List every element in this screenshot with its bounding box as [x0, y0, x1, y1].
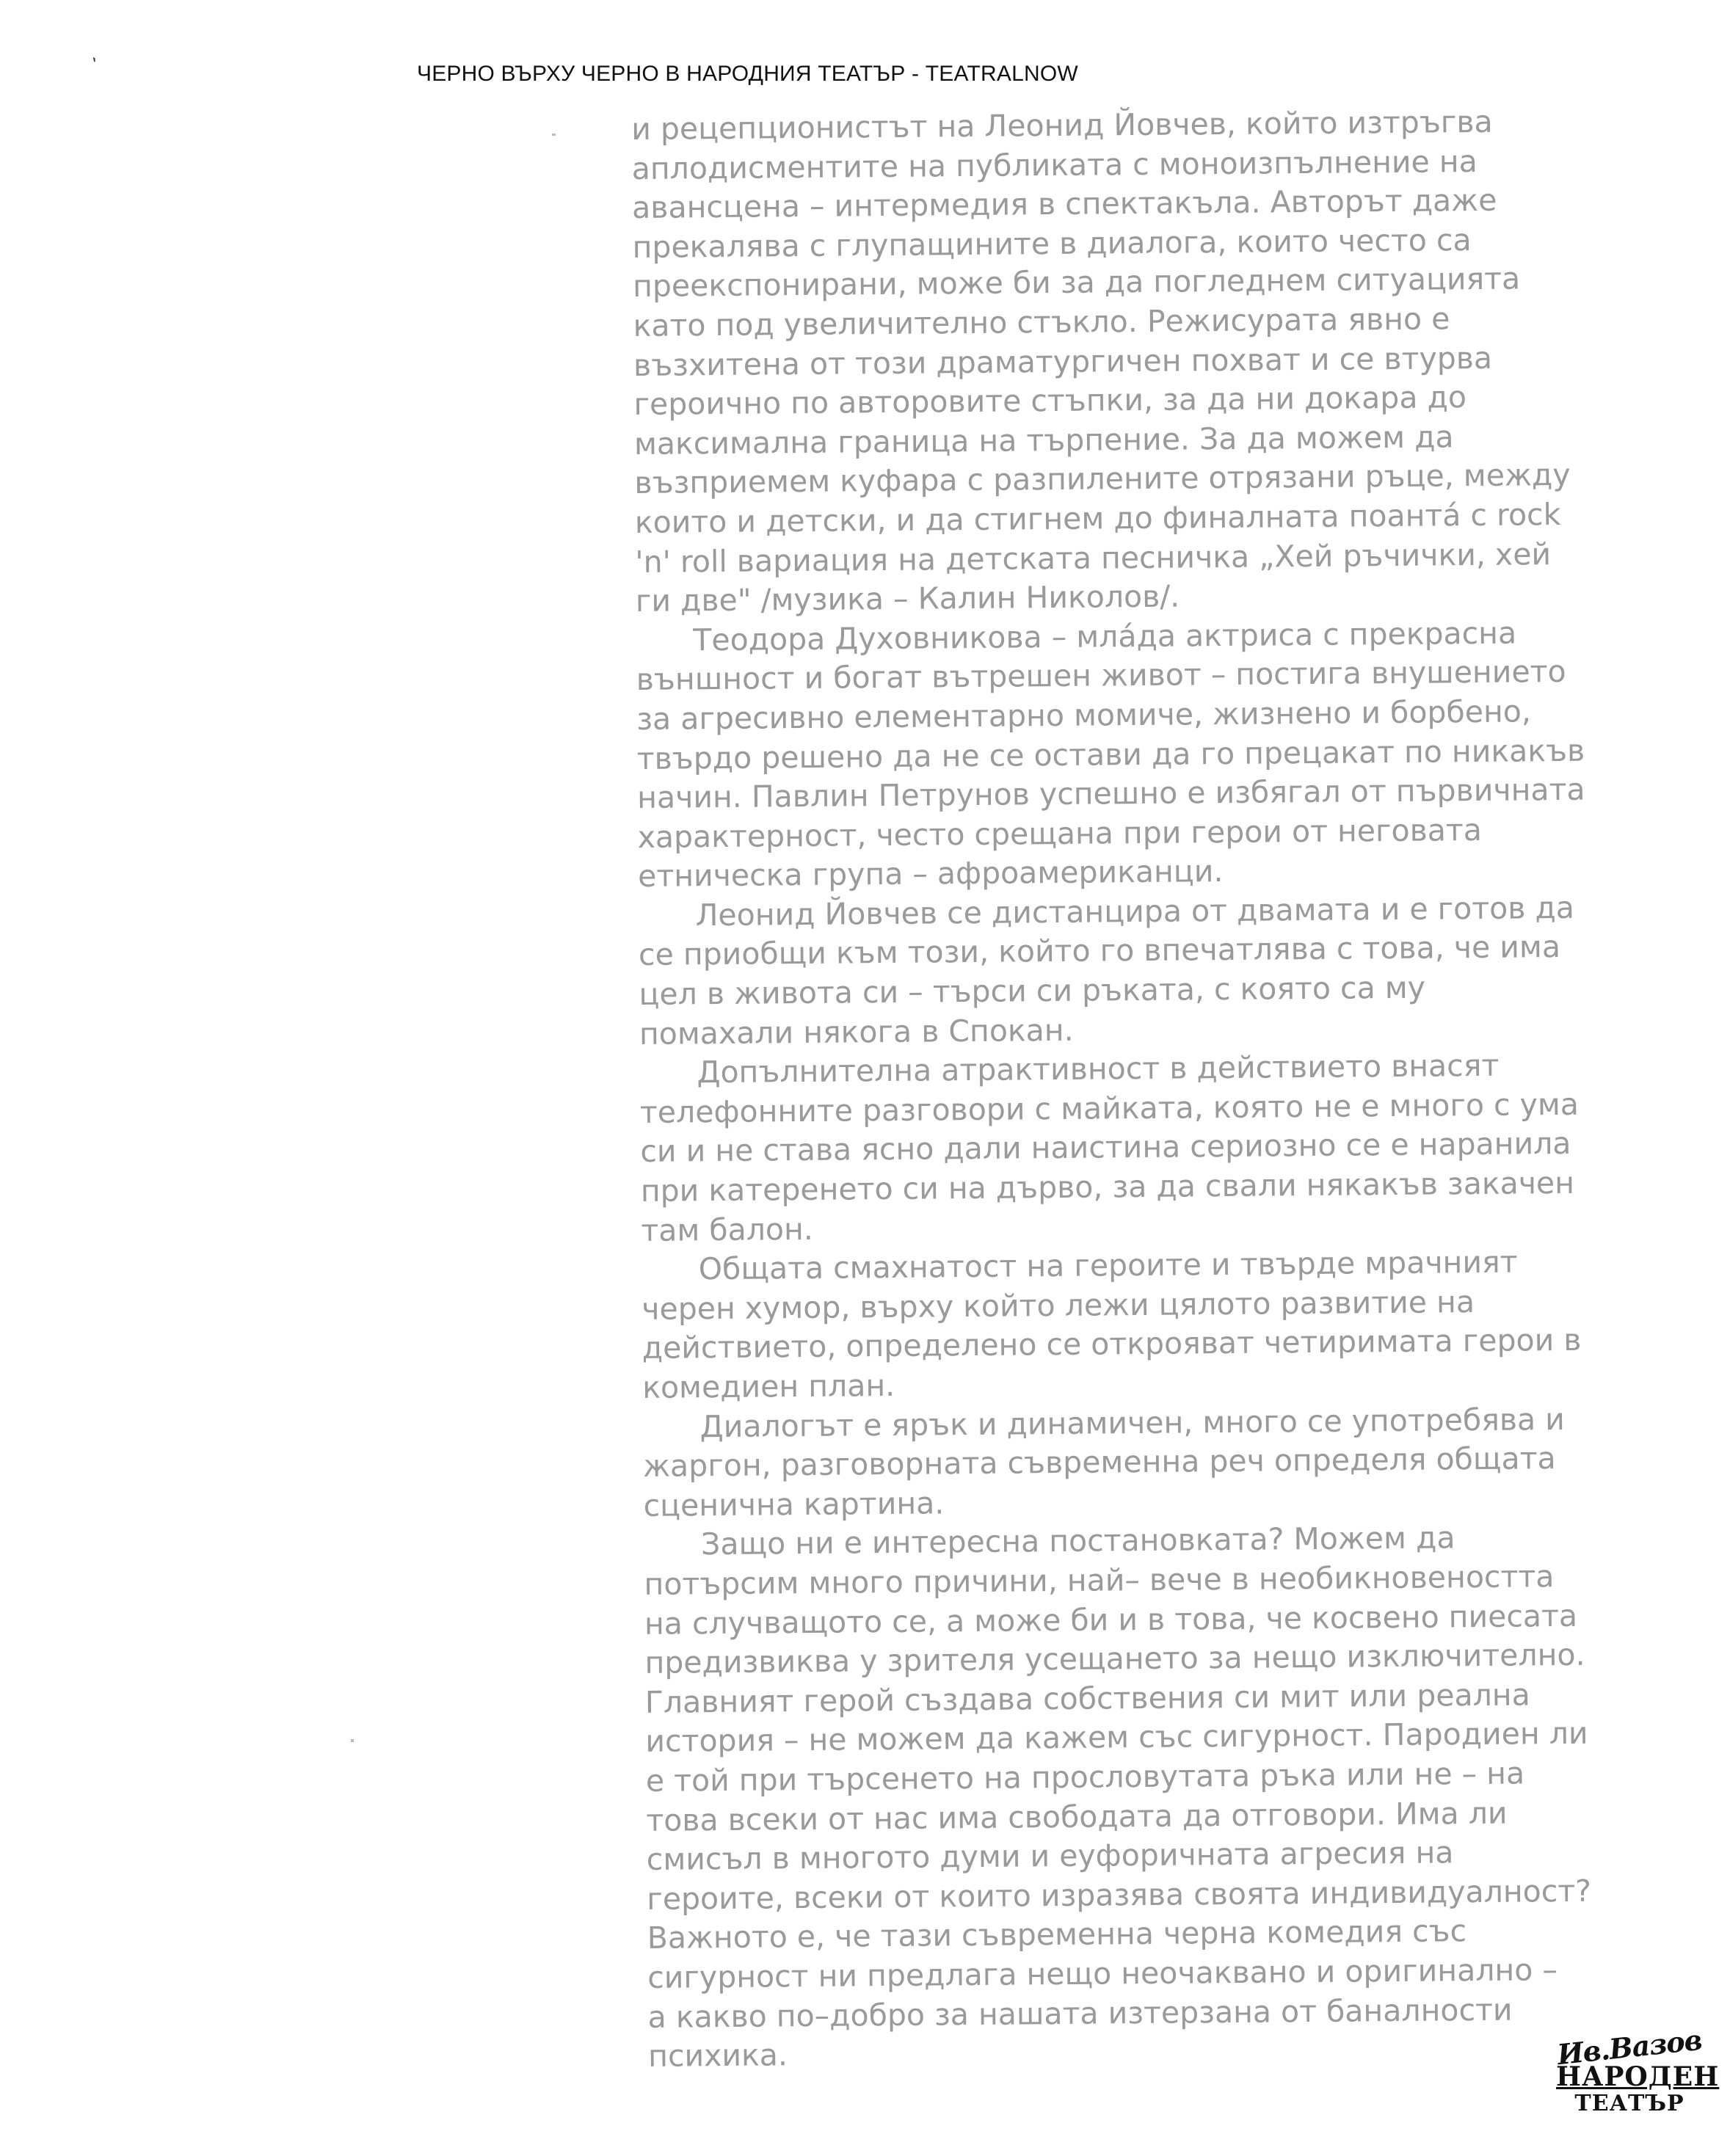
article-line: външност и богат вътрешен живот – постига внушението	[636, 654, 1566, 698]
article-line: ги две" /музика – Калин Николов/.	[635, 578, 1180, 619]
article-line: преекспонирани, може би за да погледнем ситуацията	[632, 261, 1521, 305]
article-line: възприемем куфара с разпилените отрязани ръце, между	[634, 457, 1571, 501]
article-line: възхитена от този драматургичен похват и се втурва	[633, 340, 1493, 383]
article-line: героите, всеки от които изразява своята индивидуалност?	[647, 1873, 1592, 1917]
national-theatre-logo	[1555, 2022, 1720, 2143]
article-line: това всеки от нас има свободата да отговори. Има ли	[646, 1795, 1508, 1838]
logo-signature: Ив.Вазов	[1555, 2022, 1704, 2072]
article-line: Главният герой създава собствения си мит или реална	[644, 1677, 1530, 1720]
article-line: си и не става ясно дали наистина сериозно се е наранила	[640, 1126, 1571, 1170]
article-line: които и детски, и да стигнем до финалната поантá с rock	[634, 496, 1561, 540]
article-line: максимална граница на търпение. За да можем да	[633, 418, 1454, 462]
article-line: а какво по–добро за нашата изтерзана от баналности	[647, 1992, 1513, 2035]
scan-mark-icon: ˴	[85, 45, 106, 70]
article-body	[631, 101, 1624, 2076]
article-line: сигурност ни предлага нещо неочаквано и оригинално –	[647, 1951, 1558, 1995]
article-line: предизвиква у зрителя усещането за нещо изключително.	[644, 1636, 1585, 1681]
article-line: за агресивно елементарно момиче, жизнено и борбено,	[636, 693, 1532, 737]
article-line: комедиен план.	[642, 1367, 895, 1405]
article-line: начин. Павлин Петрунов успешно е избягал от първичната	[636, 771, 1585, 816]
article-line: героично по авторовите стъпки, за да ни докара до	[633, 379, 1467, 423]
article-line: история – не можем да кажем със сигурност. Пародиен ли	[645, 1716, 1588, 1760]
article-line: помахали някога в Спокан.	[639, 1012, 1074, 1052]
article-line: психика.	[647, 2037, 788, 2074]
article-line: смисъл в многото думи и еуфоричната агресия на	[646, 1835, 1454, 1878]
article-line: Диалогът е ярък и динамичен, много се употребява и	[699, 1401, 1566, 1444]
logo-name: НАРОДЕН	[1556, 2061, 1720, 2092]
page-title: ЧЕРНО ВЪРХУ ЧЕРНО В НАРОДНИЯ ТЕАТЪР - TEATRALNOW	[417, 62, 1078, 86]
article-line: потърсим много причини, най– вече в необикновеността	[644, 1559, 1555, 1602]
article-line: Общата смахнатост на героите и твърде мрачният	[698, 1244, 1518, 1287]
scan-speck	[552, 134, 556, 136]
scan-speck	[351, 1739, 354, 1742]
article-line: е той при търсенето на прословутата ръка или не – на	[645, 1755, 1525, 1799]
article-line: там балон.	[641, 1211, 814, 1248]
article-line: Леонид Йовчев се дистанцира от двамата и е готов да	[695, 889, 1575, 933]
article-line: черен хумор, върху който лежи цялото развитие на	[642, 1283, 1475, 1327]
article-line: телефонните разговори с майката, която не е много с ума	[639, 1086, 1580, 1130]
article-line: и рецепционистът на Леонид Йовчев, който изтръгва	[631, 103, 1493, 147]
article-line: Теодора Духовникова – млáда актриса с прекрасна	[693, 615, 1517, 658]
article-line: жаргон, разговорната съвременна реч определя общата	[642, 1441, 1556, 1485]
article-line: аплодисментите на публиката с моноизпълнение на	[631, 143, 1478, 186]
article-line: се приобщи към този, който го впечатлява с това, че има	[638, 929, 1561, 973]
article-line: действието, определено се открояват четиримата герои в	[642, 1322, 1582, 1366]
article-line: при катеренето си на дърво, за да свали някакъв закачен	[640, 1165, 1575, 1209]
article-line: авансцена – интермедия в спектакъла. Авторът даже	[631, 182, 1497, 226]
article-line: прекалява с глупащините в диалога, които често са	[632, 222, 1472, 265]
article-line: твърдо решено да не се остави да го прецакат по никакъв	[636, 732, 1585, 776]
article-line: Защо ни е интересна постановката? Можем да	[700, 1520, 1455, 1562]
logo-subtitle: ТЕАТЪР	[1574, 2091, 1684, 2116]
article-line: етническа група – афроамериканци.	[637, 853, 1224, 895]
article-line: характерност, често срещана при герои от неговата	[637, 812, 1483, 855]
article-line: Важното е, че тази съвременна черна комедия със	[647, 1913, 1467, 1956]
article-line: Допълнителна атрактивност в действието внасят	[697, 1047, 1500, 1090]
article-line: 'n' roll вариация на детската песничка „Хей ръчички, хей	[635, 536, 1552, 580]
article-line: на случващото се, а може би и в това, че косвено пиесата	[644, 1598, 1578, 1642]
article-line: цел в живота си – търси си ръката, с която са му	[639, 969, 1426, 1013]
article-line: като под увеличително стъкло. Режисурата явно е	[633, 301, 1450, 343]
article-line: сценична картина.	[643, 1485, 945, 1523]
